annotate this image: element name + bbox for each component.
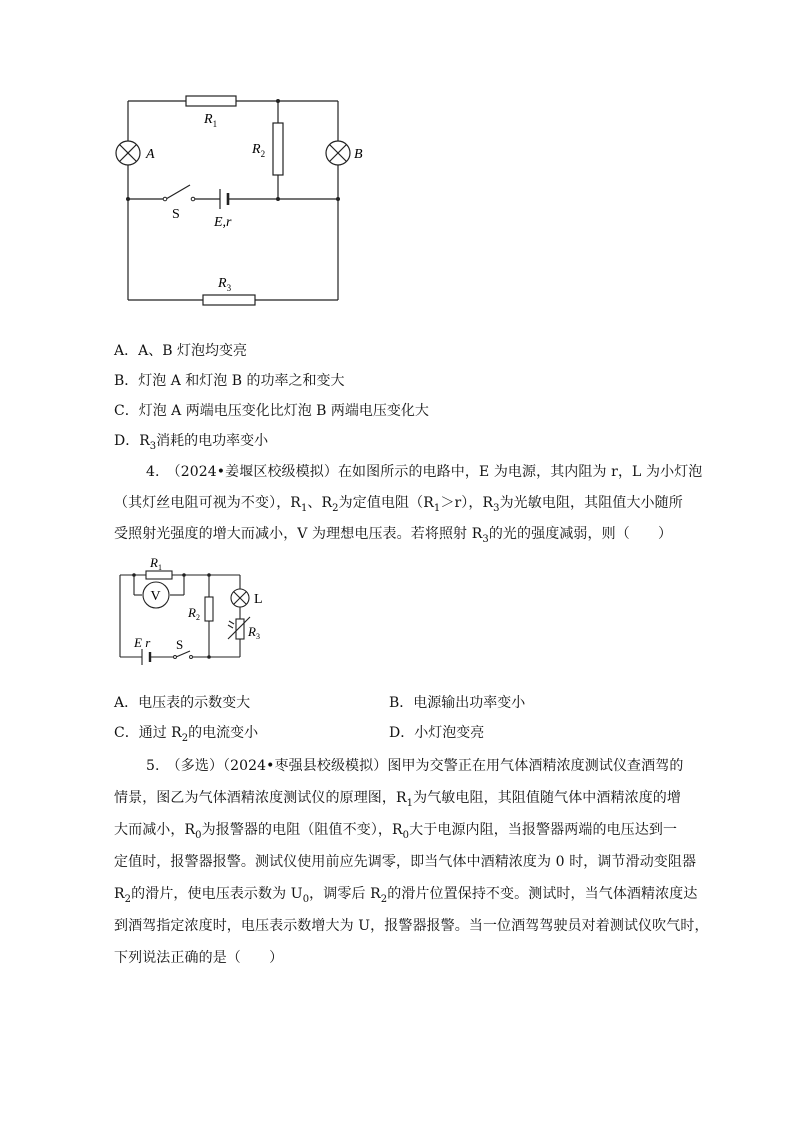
label-r3-fig2: $R_3$: [248, 624, 260, 641]
resistor-r1: [186, 96, 236, 106]
label-r2-fig2: $R_2$: [188, 605, 200, 622]
q4-option-a: A．电压表的示数变大: [114, 695, 251, 711]
lamp-b: [326, 141, 350, 165]
label-b: B: [354, 147, 363, 162]
battery-fig2: [142, 649, 150, 665]
q3-option-d: D．$R_3$消耗的电功率变小: [114, 433, 269, 452]
q3-option-a: A．A、B 灯泡均变亮: [114, 343, 247, 359]
q4-option-c: C．通过 $R_2$的电流变小: [114, 725, 259, 744]
q5-stem-line-6: 到酒驾指定浓度时，电压表示数增大为 U，报警器报警。当一位酒驾驾驶员对着测试仪吹气时，: [114, 918, 709, 934]
label-a: A: [146, 147, 155, 162]
label-r1: $R_1$: [204, 112, 218, 129]
q5-stem-line-1: 5. （多选）（2024•枣强县校级模拟）图甲为交警正在用气体酒精浓度测试仪查酒驾的: [146, 758, 684, 774]
q5-stem-line-3: 大而减小，$R_0$为报警器的电阻（阻值不变），$R_0$大于电源内阻，当报警器两端的电压达到一: [114, 822, 678, 841]
label-s-fig2: S: [176, 637, 184, 652]
q5-stem-line-2: 情景，图乙为气体酒精浓度测试仪的原理图，$R_1$为气敏电阻，其阻值随气体中酒精浓度的增: [114, 790, 682, 809]
q4-stem-line-2: （其灯丝电阻可视为不变），$R_1$、$R_2$为定值电阻$(R_1>r)$，$R_3$为光敏电阻，其阻值大小随所: [114, 495, 683, 514]
q5-stem-line-5: $R_2$的滑片，使电压表示数为 $U_0$，调零后 $R_2$的滑片位置保持不变。测试时，当气体酒精浓度达: [114, 886, 698, 905]
q4-stem-line-3: 受照射光强度的增大而减小，V 为理想电压表。若将照射 $R_3$的光的强度减弱，则（ ）: [114, 526, 673, 545]
resistor-r2-fig2: [205, 597, 213, 621]
q3-option-b: B．灯泡 A 和灯泡 B 的功率之和变大: [114, 373, 345, 389]
circuit-diagram-2: [112, 555, 272, 665]
svg-text:V: V: [150, 589, 161, 604]
resistor-r2: [273, 123, 283, 175]
lamp-a: [116, 141, 140, 165]
label-s: S: [172, 207, 180, 222]
q3-option-c: C．灯泡 A 两端电压变化比灯泡 B 两端电压变化大: [114, 403, 429, 419]
q4-option-b: B．电源输出功率变小: [389, 695, 526, 711]
voltmeter: [143, 582, 169, 608]
label-r3: $R_3$: [218, 276, 232, 293]
battery: [220, 189, 228, 209]
lamp-l: [231, 589, 249, 607]
label-er-fig2: E r: [134, 635, 151, 650]
photoresistor-r3: [228, 617, 250, 639]
circuit-diagram-1: [100, 85, 380, 315]
resistor-r1-fig2: [146, 571, 172, 579]
resistor-r3: [203, 295, 255, 305]
switch-s-contact-fig2: [174, 656, 177, 659]
q4-stem-line-1: 4. （2024•姜堰区校级模拟）在如图所示的电路中，E 为电源，其内阻为 r，L 为小灯泡: [146, 464, 703, 480]
label-er: E,r: [214, 215, 232, 230]
q4-option-d: D．小灯泡变亮: [389, 725, 485, 741]
q5-stem-line-7: 下列说法正确的是（ ）: [114, 950, 284, 966]
switch-s-contact: [163, 197, 167, 201]
label-r1-fig2: $R_1$: [150, 555, 162, 572]
label-r2: $R_2$: [252, 142, 266, 159]
q5-stem-line-4: 定值时，报警器报警。测试仪使用前应先调零，即当气体中酒精浓度为 0 时，调节滑动变阻器: [114, 854, 697, 870]
label-l: L: [254, 592, 263, 607]
